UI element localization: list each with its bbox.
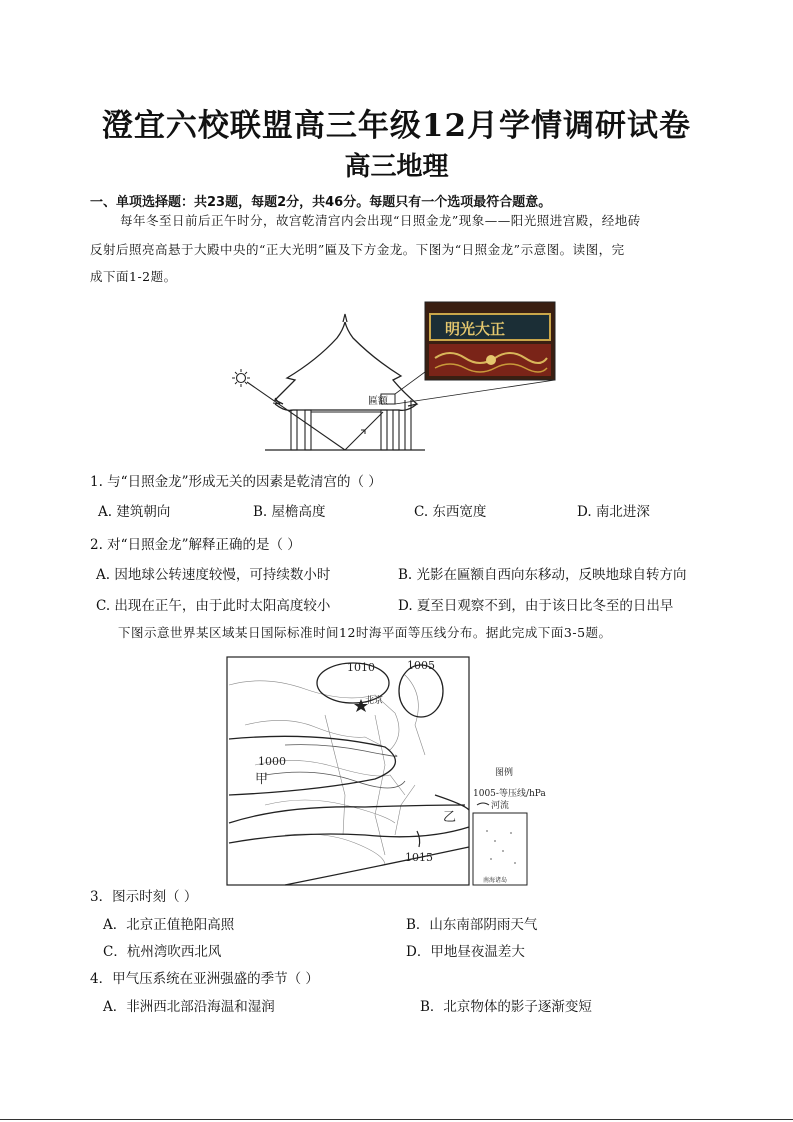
- label-1010: 1010: [347, 661, 375, 674]
- q3-option-a[interactable]: A．北京正值艳阳高照: [103, 917, 235, 933]
- label-1015: 1015: [405, 851, 433, 864]
- q4-option-b[interactable]: B．北京物体的影子逐渐变短: [420, 999, 592, 1015]
- sun-icon: [232, 369, 250, 387]
- q3-option-c[interactable]: C．杭州湾吹西北风: [103, 944, 222, 960]
- plaque-photo: [425, 302, 555, 380]
- q1-option-b[interactable]: B. 屋檐高度: [253, 504, 326, 520]
- q1-option-c[interactable]: C. 东西宽度: [414, 504, 487, 520]
- incident-ray: [247, 382, 345, 450]
- intro1-line1: 每年冬至日前后正午时分，故宫乾清宫内会出现“日照金龙”现象——阳光照进宫殿，经地砖: [120, 213, 641, 228]
- label-jia: 甲: [255, 772, 269, 787]
- plaque-label: 匾额: [368, 396, 388, 407]
- q1-option-a[interactable]: A. 建筑朝向: [98, 504, 171, 520]
- legend-river: 河流: [491, 801, 510, 811]
- q2-option-b[interactable]: B. 光影在匾额自西向东移动，反映地球自转方向: [398, 567, 687, 583]
- intro1-line3: 成下面1-2题。: [90, 269, 177, 284]
- palace-diagram-figure: [225, 300, 585, 455]
- isobar-map-figure: [225, 655, 546, 887]
- label-1005: 1005: [407, 659, 435, 672]
- label-yi: 乙: [443, 810, 457, 825]
- q4-option-a[interactable]: A．非洲西北部沿海温和湿润: [103, 999, 275, 1015]
- intro1-line2: 反射后照亮高悬于大殿中央的“正大光明”匾及下方金龙。下图为“日照金龙”示意图。读图，完: [90, 242, 625, 257]
- legend-isobar: 1005-等压线/hPa: [473, 789, 546, 799]
- q2-stem: 2. 对“日照金龙”解释正确的是（ ）: [90, 537, 301, 553]
- reflected-ray: [345, 412, 383, 450]
- section-heading: 一、单项选择题：共23题，每题2分，共46分。每题只有一个选项最符合题意。: [90, 195, 552, 210]
- q4-stem: 4．甲气压系统在亚洲强盛的季节（ ）: [90, 971, 319, 987]
- legend-title: 图例: [495, 768, 514, 778]
- q1-option-d[interactable]: D. 南北进深: [577, 504, 650, 520]
- q2-option-c[interactable]: C. 出现在正午，由于此时太阳高度较小: [96, 598, 331, 614]
- label-beijing: 北京: [365, 696, 384, 706]
- subject-title: 高三地理: [344, 152, 449, 182]
- roof-right: [345, 322, 417, 406]
- page-bottom-rule: [0, 1119, 793, 1120]
- roof-left: [275, 322, 345, 404]
- q1-stem: 1. 与“日照金龙”形成无关的因素是乾清宫的（ ）: [90, 474, 382, 490]
- plaque-text: 明光大正: [445, 320, 506, 338]
- exam-title: 澄宜六校联盟高三年级12月学情调研试卷: [101, 108, 692, 144]
- intro2-line1: 下图示意世界某区域某日国际标准时间12时海平面等压线分布。据此完成下面3-5题。: [118, 625, 612, 640]
- label-1000: 1000: [258, 755, 286, 768]
- q3-stem: 3．图示时刻（ ）: [90, 889, 198, 905]
- q2-option-a[interactable]: A. 因地球公转速度较慢，可持续数小时: [96, 567, 331, 583]
- q3-option-d[interactable]: D．甲地昼夜温差大: [406, 944, 525, 960]
- q2-option-d[interactable]: D. 夏至日观察不到，由于该日比冬至的日出早: [398, 598, 674, 614]
- inset-label: 南海诸岛: [483, 877, 508, 884]
- q3-option-b[interactable]: B．山东南部阴雨天气: [406, 917, 538, 933]
- inset-south-china-sea: [473, 813, 527, 885]
